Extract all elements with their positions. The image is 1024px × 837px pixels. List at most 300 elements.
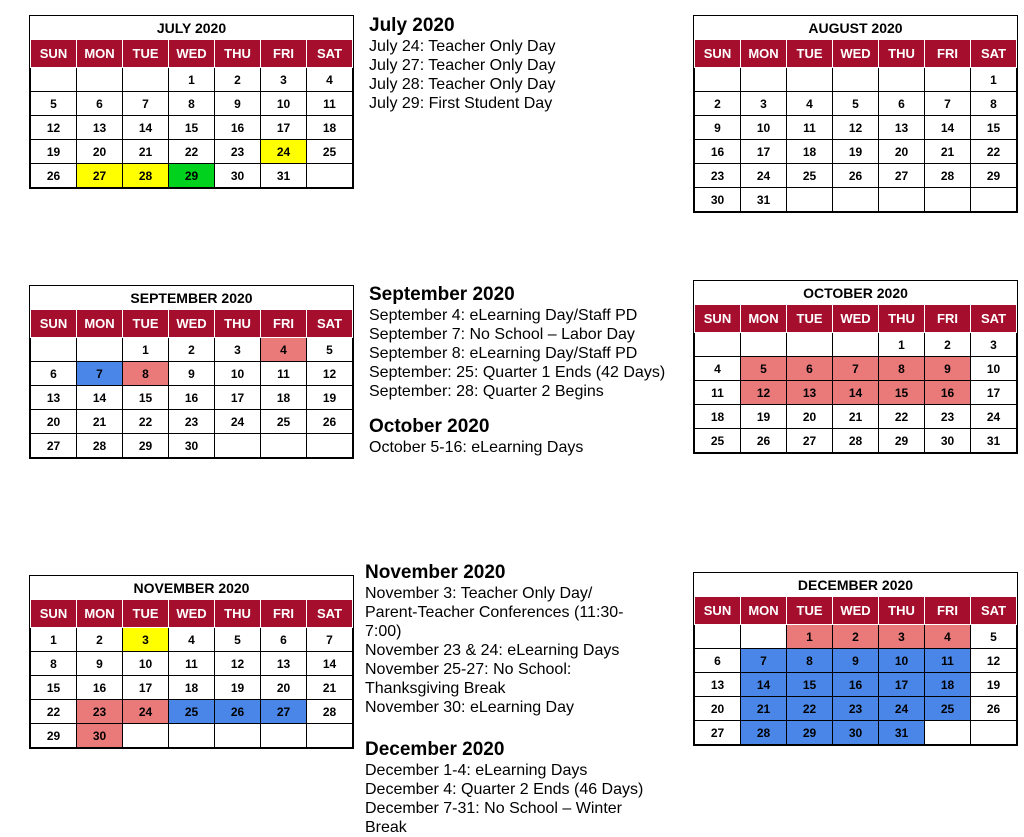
day-cell <box>77 68 123 92</box>
day-cell: 18 <box>261 386 307 410</box>
day-cell: 9 <box>215 92 261 116</box>
day-cell: 11 <box>925 649 971 673</box>
notes-line: November 3: Teacher Only Day/ <box>365 585 593 602</box>
day-cell: 26 <box>741 429 787 453</box>
weekday-header: SAT <box>307 600 353 628</box>
calendar-july <box>29 15 354 189</box>
day-cell: 14 <box>307 652 353 676</box>
calendar-title: DECEMBER 2020 <box>797 577 914 593</box>
day-cell: 10 <box>741 116 787 140</box>
day-cell: 10 <box>215 362 261 386</box>
weekday-header: WED <box>169 40 215 68</box>
notes-line: November 30: eLearning Day <box>365 699 575 716</box>
day-cell: 22 <box>31 700 77 724</box>
week-row <box>31 386 353 410</box>
day-cell: 1 <box>31 628 77 652</box>
weekday-header: THU <box>879 40 925 68</box>
day-cell: 21 <box>123 140 169 164</box>
day-cell: 16 <box>925 381 971 405</box>
day-cell: 25 <box>169 700 215 724</box>
day-cell: 23 <box>215 140 261 164</box>
day-cell: 5 <box>31 92 77 116</box>
notes-line: July 27: Teacher Only Day <box>369 57 556 74</box>
day-cell: 22 <box>123 410 169 434</box>
weekday-header: SUN <box>31 40 77 68</box>
day-cell: 9 <box>169 362 215 386</box>
day-cell: 3 <box>215 338 261 362</box>
day-cell: 19 <box>215 676 261 700</box>
notes-line: September: 25: Quarter 1 Ends (42 Days) <box>369 364 666 381</box>
week-row <box>695 405 1017 429</box>
calendar-title: JULY 2020 <box>156 20 227 36</box>
day-cell: 2 <box>169 338 215 362</box>
week-row <box>31 724 353 748</box>
weekday-header: FRI <box>261 40 307 68</box>
day-cell: 16 <box>77 676 123 700</box>
weekday-header: SUN <box>31 310 77 338</box>
week-row <box>695 381 1017 405</box>
day-cell: 8 <box>971 92 1017 116</box>
day-cell <box>925 721 971 745</box>
day-cell <box>925 188 971 212</box>
day-cell <box>261 434 307 458</box>
day-cell: 17 <box>741 140 787 164</box>
day-cell: 1 <box>123 338 169 362</box>
day-cell: 21 <box>307 676 353 700</box>
weekday-header: FRI <box>925 597 971 625</box>
day-cell: 20 <box>879 140 925 164</box>
day-cell: 25 <box>925 697 971 721</box>
day-cell: 19 <box>307 386 353 410</box>
notes-october <box>369 416 583 457</box>
week-row <box>31 410 353 434</box>
day-cell: 12 <box>307 362 353 386</box>
weekday-header: MON <box>741 305 787 333</box>
day-cell: 18 <box>925 673 971 697</box>
week-row <box>695 429 1017 453</box>
day-cell: 4 <box>307 68 353 92</box>
day-cell: 29 <box>879 429 925 453</box>
day-cell: 10 <box>261 92 307 116</box>
week-row <box>695 188 1017 212</box>
day-cell <box>695 625 741 649</box>
day-cell: 29 <box>787 721 833 745</box>
day-cell: 4 <box>169 628 215 652</box>
week-row <box>695 625 1017 649</box>
day-cell <box>879 68 925 92</box>
day-cell <box>833 188 879 212</box>
day-cell: 24 <box>741 164 787 188</box>
notes-line: December 1-4: eLearning Days <box>365 762 588 779</box>
day-cell: 1 <box>787 625 833 649</box>
day-cell: 5 <box>741 357 787 381</box>
day-cell: 1 <box>879 333 925 357</box>
notes-line: Parent-Teacher Conferences (11:30- <box>365 604 624 621</box>
day-cell: 28 <box>307 700 353 724</box>
weekday-header: TUE <box>787 40 833 68</box>
calendar-grid <box>694 597 1017 745</box>
weekday-header: SAT <box>971 40 1017 68</box>
day-cell: 30 <box>925 429 971 453</box>
day-cell: 24 <box>261 140 307 164</box>
weekday-header: MON <box>77 310 123 338</box>
day-cell <box>123 724 169 748</box>
day-cell: 5 <box>215 628 261 652</box>
day-cell: 27 <box>261 700 307 724</box>
notes-line: Break <box>365 819 407 836</box>
day-cell: 21 <box>77 410 123 434</box>
weekday-header: TUE <box>787 597 833 625</box>
week-row <box>695 333 1017 357</box>
day-cell: 6 <box>787 357 833 381</box>
day-cell: 14 <box>925 116 971 140</box>
week-row <box>31 700 353 724</box>
day-cell: 15 <box>31 676 77 700</box>
day-cell: 26 <box>971 697 1017 721</box>
day-cell: 22 <box>169 140 215 164</box>
week-row <box>695 357 1017 381</box>
notes-november <box>365 562 624 717</box>
day-cell: 19 <box>971 673 1017 697</box>
notes-line: October 5-16: eLearning Days <box>369 439 584 456</box>
notes-line: September 8: eLearning Day/Staff PD <box>369 345 638 362</box>
day-cell: 29 <box>971 164 1017 188</box>
day-cell: 15 <box>123 386 169 410</box>
day-cell: 8 <box>787 649 833 673</box>
weekday-header: TUE <box>123 600 169 628</box>
day-cell <box>833 68 879 92</box>
day-cell <box>215 724 261 748</box>
calendar-october <box>693 280 1018 454</box>
weekday-header: THU <box>215 600 261 628</box>
day-cell: 23 <box>925 405 971 429</box>
day-cell: 3 <box>741 92 787 116</box>
day-cell <box>787 188 833 212</box>
week-row <box>31 362 353 386</box>
weekday-header: FRI <box>925 40 971 68</box>
day-cell: 19 <box>833 140 879 164</box>
day-cell: 11 <box>787 116 833 140</box>
weekday-header: MON <box>741 40 787 68</box>
day-cell: 24 <box>123 700 169 724</box>
day-cell: 13 <box>77 116 123 140</box>
weekday-header: WED <box>169 600 215 628</box>
day-cell: 4 <box>261 338 307 362</box>
day-cell: 6 <box>695 649 741 673</box>
day-cell: 25 <box>307 140 353 164</box>
day-cell: 11 <box>261 362 307 386</box>
calendar-grid <box>30 600 353 748</box>
day-cell: 14 <box>77 386 123 410</box>
day-cell: 5 <box>307 338 353 362</box>
notes-line: Thanksgiving Break <box>365 680 506 697</box>
day-cell: 27 <box>31 434 77 458</box>
day-cell <box>741 625 787 649</box>
weekday-header: MON <box>77 40 123 68</box>
calendar-november <box>29 575 354 749</box>
week-row <box>695 697 1017 721</box>
day-cell: 10 <box>971 357 1017 381</box>
day-cell: 13 <box>879 116 925 140</box>
weekday-header: TUE <box>123 40 169 68</box>
calendar-september <box>29 285 354 459</box>
day-cell: 20 <box>787 405 833 429</box>
calendar-grid <box>30 40 353 188</box>
day-cell: 8 <box>123 362 169 386</box>
weekday-header: THU <box>879 305 925 333</box>
day-cell: 7 <box>77 362 123 386</box>
day-cell: 10 <box>879 649 925 673</box>
day-cell: 30 <box>77 724 123 748</box>
day-cell: 7 <box>741 649 787 673</box>
day-cell: 11 <box>695 381 741 405</box>
day-cell: 12 <box>833 116 879 140</box>
weekday-header: FRI <box>261 600 307 628</box>
day-cell: 20 <box>77 140 123 164</box>
day-cell: 31 <box>879 721 925 745</box>
day-cell: 12 <box>215 652 261 676</box>
week-row <box>31 164 353 188</box>
day-cell: 2 <box>77 628 123 652</box>
day-cell: 22 <box>787 697 833 721</box>
day-cell <box>741 333 787 357</box>
day-cell: 5 <box>971 625 1017 649</box>
weekday-header: SUN <box>695 597 741 625</box>
week-row <box>31 140 353 164</box>
day-cell <box>925 68 971 92</box>
day-cell: 17 <box>215 386 261 410</box>
day-cell: 3 <box>971 333 1017 357</box>
weekday-header: TUE <box>787 305 833 333</box>
notes-line: September 4: eLearning Day/Staff PD <box>369 307 638 324</box>
day-cell: 21 <box>741 697 787 721</box>
notes-line: September: 28: Quarter 2 Begins <box>369 383 604 400</box>
day-cell: 13 <box>787 381 833 405</box>
day-cell: 15 <box>787 673 833 697</box>
day-cell: 23 <box>833 697 879 721</box>
day-cell <box>787 333 833 357</box>
weekday-header: MON <box>741 597 787 625</box>
day-cell: 28 <box>833 429 879 453</box>
day-cell: 11 <box>307 92 353 116</box>
notes-line: July 29: First Student Day <box>369 95 553 112</box>
day-cell <box>123 68 169 92</box>
day-cell: 28 <box>741 721 787 745</box>
notes-heading: October 2020 <box>369 416 490 437</box>
day-cell <box>695 333 741 357</box>
week-row <box>695 673 1017 697</box>
day-cell: 2 <box>695 92 741 116</box>
weekday-header: WED <box>833 40 879 68</box>
weekday-header: WED <box>833 597 879 625</box>
day-cell: 7 <box>833 357 879 381</box>
day-cell: 26 <box>307 410 353 434</box>
weekday-header: THU <box>215 40 261 68</box>
day-cell: 5 <box>833 92 879 116</box>
day-cell: 30 <box>169 434 215 458</box>
calendar-title: SEPTEMBER 2020 <box>130 290 253 306</box>
day-cell: 20 <box>31 410 77 434</box>
notes-september <box>369 284 665 401</box>
day-cell: 17 <box>879 673 925 697</box>
day-cell: 20 <box>695 697 741 721</box>
day-cell <box>971 721 1017 745</box>
day-cell: 25 <box>695 429 741 453</box>
day-cell: 29 <box>31 724 77 748</box>
day-cell: 27 <box>879 164 925 188</box>
day-cell: 8 <box>169 92 215 116</box>
day-cell: 21 <box>925 140 971 164</box>
day-cell: 7 <box>123 92 169 116</box>
day-cell: 9 <box>77 652 123 676</box>
day-cell: 26 <box>215 700 261 724</box>
day-cell: 17 <box>261 116 307 140</box>
week-row <box>31 338 353 362</box>
week-row <box>695 92 1017 116</box>
day-cell: 12 <box>31 116 77 140</box>
day-cell: 20 <box>261 676 307 700</box>
day-cell: 8 <box>31 652 77 676</box>
week-row <box>31 116 353 140</box>
weekday-header: FRI <box>261 310 307 338</box>
day-cell: 14 <box>123 116 169 140</box>
day-cell: 3 <box>123 628 169 652</box>
day-cell: 22 <box>879 405 925 429</box>
calendar-august <box>693 15 1018 213</box>
notes-july <box>369 15 555 113</box>
day-cell: 29 <box>169 164 215 188</box>
day-cell: 4 <box>695 357 741 381</box>
day-cell: 12 <box>971 649 1017 673</box>
weekday-header: SUN <box>31 600 77 628</box>
day-cell: 16 <box>215 116 261 140</box>
notes-line: July 28: Teacher Only Day <box>369 76 556 93</box>
day-cell <box>169 724 215 748</box>
day-cell: 28 <box>77 434 123 458</box>
day-cell: 19 <box>31 140 77 164</box>
notes-line: November 25-27: No School: <box>365 661 572 678</box>
day-cell: 2 <box>215 68 261 92</box>
day-cell: 15 <box>971 116 1017 140</box>
weekday-header: THU <box>879 597 925 625</box>
week-row <box>695 164 1017 188</box>
day-cell: 12 <box>741 381 787 405</box>
notes-heading: July 2020 <box>369 15 455 36</box>
day-cell: 25 <box>261 410 307 434</box>
week-row <box>695 68 1017 92</box>
calendar-title: OCTOBER 2020 <box>803 285 908 301</box>
notes-december <box>365 739 643 837</box>
week-row <box>31 628 353 652</box>
day-cell: 3 <box>261 68 307 92</box>
weekday-header: SUN <box>695 305 741 333</box>
calendar-title: AUGUST 2020 <box>808 20 903 36</box>
day-cell: 25 <box>787 164 833 188</box>
calendar-december <box>693 572 1018 746</box>
day-cell <box>31 338 77 362</box>
day-cell <box>741 68 787 92</box>
weekday-header: THU <box>215 310 261 338</box>
day-cell: 1 <box>169 68 215 92</box>
day-cell: 19 <box>741 405 787 429</box>
notes-line: November 23 & 24: eLearning Days <box>365 642 620 659</box>
day-cell: 13 <box>695 673 741 697</box>
week-row <box>31 92 353 116</box>
day-cell <box>307 434 353 458</box>
week-row <box>31 676 353 700</box>
day-cell: 15 <box>879 381 925 405</box>
day-cell: 4 <box>925 625 971 649</box>
notes-heading: November 2020 <box>365 562 506 583</box>
notes-line: July 24: Teacher Only Day <box>369 38 556 55</box>
weekday-header: WED <box>833 305 879 333</box>
day-cell: 28 <box>123 164 169 188</box>
day-cell: 23 <box>77 700 123 724</box>
day-cell <box>879 188 925 212</box>
notes-heading: December 2020 <box>365 739 505 760</box>
notes-line: December 7-31: No School – Winter <box>365 800 622 817</box>
notes-line: September 7: No School – Labor Day <box>369 326 635 343</box>
day-cell: 31 <box>741 188 787 212</box>
day-cell <box>261 724 307 748</box>
day-cell: 14 <box>741 673 787 697</box>
day-cell: 17 <box>123 676 169 700</box>
day-cell <box>833 333 879 357</box>
day-cell: 31 <box>261 164 307 188</box>
week-row <box>31 434 353 458</box>
day-cell: 7 <box>925 92 971 116</box>
day-cell <box>215 434 261 458</box>
day-cell: 18 <box>787 140 833 164</box>
day-cell: 14 <box>833 381 879 405</box>
day-cell: 1 <box>971 68 1017 92</box>
day-cell: 22 <box>971 140 1017 164</box>
day-cell: 28 <box>925 164 971 188</box>
day-cell: 6 <box>77 92 123 116</box>
weekday-header: FRI <box>925 305 971 333</box>
day-cell: 24 <box>215 410 261 434</box>
day-cell <box>307 724 353 748</box>
weekday-header: SAT <box>307 40 353 68</box>
day-cell: 26 <box>31 164 77 188</box>
day-cell: 18 <box>307 116 353 140</box>
day-cell: 17 <box>971 381 1017 405</box>
day-cell: 23 <box>695 164 741 188</box>
day-cell: 30 <box>215 164 261 188</box>
week-row <box>695 116 1017 140</box>
weekday-header: SAT <box>971 597 1017 625</box>
day-cell: 2 <box>925 333 971 357</box>
day-cell: 16 <box>833 673 879 697</box>
weekday-header: WED <box>169 310 215 338</box>
day-cell: 3 <box>879 625 925 649</box>
day-cell: 7 <box>307 628 353 652</box>
day-cell <box>971 188 1017 212</box>
weekday-header: MON <box>77 600 123 628</box>
day-cell: 2 <box>833 625 879 649</box>
day-cell: 21 <box>833 405 879 429</box>
week-row <box>31 652 353 676</box>
notes-heading: September 2020 <box>369 284 515 305</box>
day-cell: 24 <box>971 405 1017 429</box>
notes-line: 7:00) <box>365 623 402 640</box>
day-cell: 16 <box>695 140 741 164</box>
day-cell: 6 <box>879 92 925 116</box>
day-cell: 26 <box>833 164 879 188</box>
day-cell <box>695 68 741 92</box>
day-cell: 27 <box>695 721 741 745</box>
day-cell: 18 <box>695 405 741 429</box>
